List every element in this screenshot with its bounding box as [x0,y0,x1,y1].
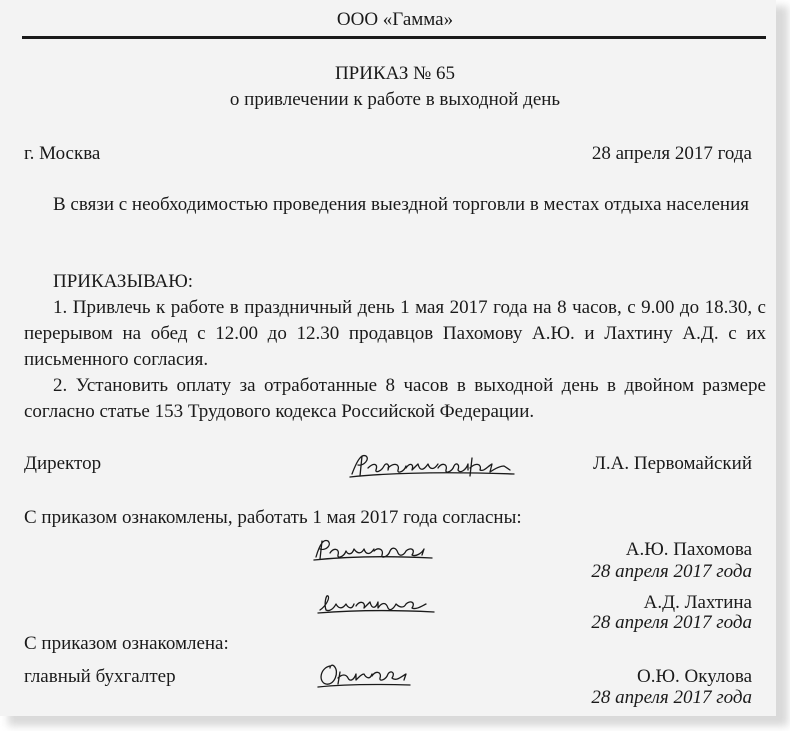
accountant-caption: С приказом ознакомлена: [24,633,229,654]
signer-1-name: А.Ю. Пахомова [625,539,752,560]
signer-1-signature [312,535,434,563]
acknowledgement-caption: С приказом ознакомлены, работать 1 мая 2017 года согласны: [24,507,522,528]
organization-name: ООО «Гамма» [336,9,454,30]
order-city: г. Москва [24,143,101,164]
order-preamble: В связи с необходимостью проведения выездной торговли в местах отдыха населения [53,194,749,215]
accountant-signature [316,660,412,690]
header-rule [22,36,766,39]
accountant-role: главный бухгалтер [24,666,176,687]
director-signature [348,450,516,480]
order-item-1: 1. Привлечь к работе в праздничный день 1 мая 2017 года на 8 часов, с 9.00 до 18.30, с перерывом на обед с 12.00 до 12.30 продавцов Пахомову А.Ю. и Лахтину А.Д. с их письменного согласия. [24,297,766,370]
order-directive: ПРИКАЗЫВАЮ: [53,271,194,292]
order-subtitle: о привлечении к работе в выходной день [229,89,561,110]
order-title: ПРИКАЗ № 65 [334,63,456,84]
accountant-date: 28 апреля 2017 года [591,687,752,708]
signer-2-signature [316,590,436,616]
order-date: 28 апреля 2017 года [591,143,752,164]
signer-1-date: 28 апреля 2017 года [591,561,752,582]
accountant-name: О.Ю. Окулова [637,666,752,687]
director-role: Директор [24,453,102,474]
director-name: Л.А. Первомайский [593,453,752,474]
signer-2-name: А.Д. Лахтина [643,592,752,613]
order-item-2: 2. Установить оплату за отработанные 8 часов в выходной день в двойном размере согласно статье 153 Трудового кодекса Российской Федерации. [24,375,766,422]
signer-2-date: 28 апреля 2017 года [591,612,752,633]
